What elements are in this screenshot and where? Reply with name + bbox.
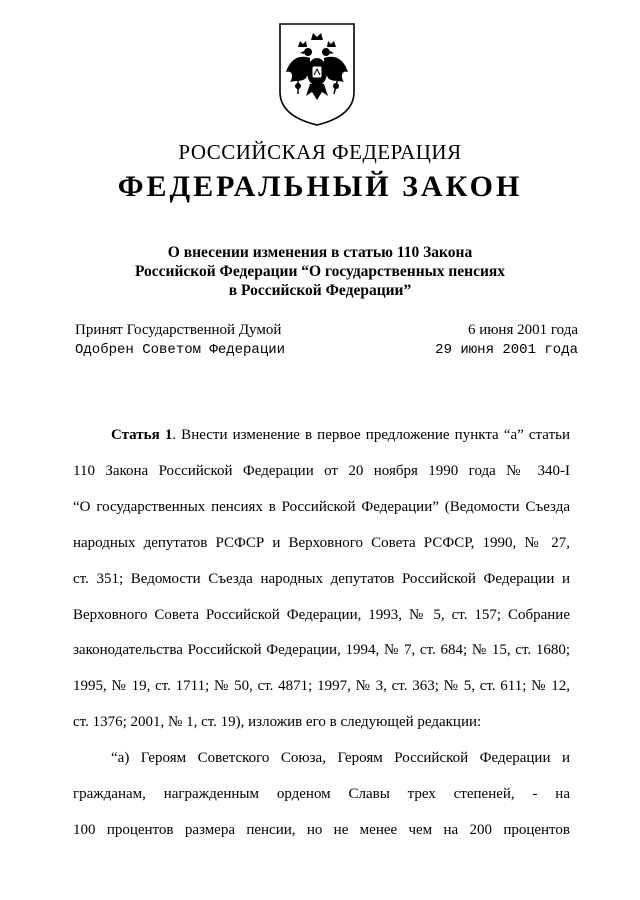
duma-label: Принят Государственной Думой (75, 322, 282, 338)
article-line: 110 Закона Российской Федерации от 20 ноября 1990 года № 340-I (73, 462, 570, 479)
document-type: ФЕДЕРАЛЬНЫЙ ЗАКОН (117, 170, 523, 203)
country-name: РОССИЙСКАЯ ФЕДЕРАЦИЯ (178, 140, 462, 164)
duma-date: 6 июня 2001 года (467, 322, 578, 338)
law-title-line: в Российской Федерации” (228, 282, 412, 299)
article-1 (73, 418, 570, 849)
adoption-council-row (75, 342, 578, 358)
quote-line: “а) Героям Советского Союза, Героям Российской Федерации и (111, 750, 570, 767)
quote-line: 100 процентов размера пенсии, но не менее чем на 200 процентов (73, 821, 570, 838)
article-line: Верховного Совета Российской Федерации, 1993, № 5, ст. 157; Собрание (73, 606, 570, 623)
article-line-text: . Внести изменение в первое предложение пункта “а” статьи (172, 427, 570, 443)
law-title-line: Российской Федерации “О государственных пенсиях (134, 263, 506, 280)
article-line: ст. 1376; 2001, № 1, ст. 19), изложив его в следующей редакции: (73, 714, 482, 731)
article-line: ст. 351; Ведомости Съезда народных депутатов Российской Федерации и (73, 570, 570, 587)
quote-line: гражданам, награжденным орденом Славы трех степеней, - на (73, 786, 570, 803)
russian-coat-of-arms-icon (276, 20, 358, 128)
article-line: “О государственных пенсиях в Российской Федерации” (Ведомости Съезда (73, 498, 570, 515)
article-line: законодательства Российской Федерации, 1994, № 7, ст. 684; № 15, ст. 1680; (73, 642, 570, 659)
council-date: 29 июня 2001 года (435, 342, 578, 358)
council-label: Одобрен Советом Федерации (75, 342, 286, 358)
law-title (0, 243, 640, 300)
law-title-line: О внесении изменения в статью 110 Закона (167, 244, 473, 261)
article-heading: Статья 1 (111, 427, 173, 443)
article-line: народных депутатов РСФСР и Верховного Совета РСФСР, 1990, № 27, (73, 534, 570, 551)
article-line (73, 418, 570, 454)
article-line: 1995, № 19, ст. 1711; № 50, ст. 4871; 1997, № 3, ст. 363; № 5, ст. 611; № 12, (73, 678, 570, 695)
adoption-duma-row (75, 322, 578, 339)
